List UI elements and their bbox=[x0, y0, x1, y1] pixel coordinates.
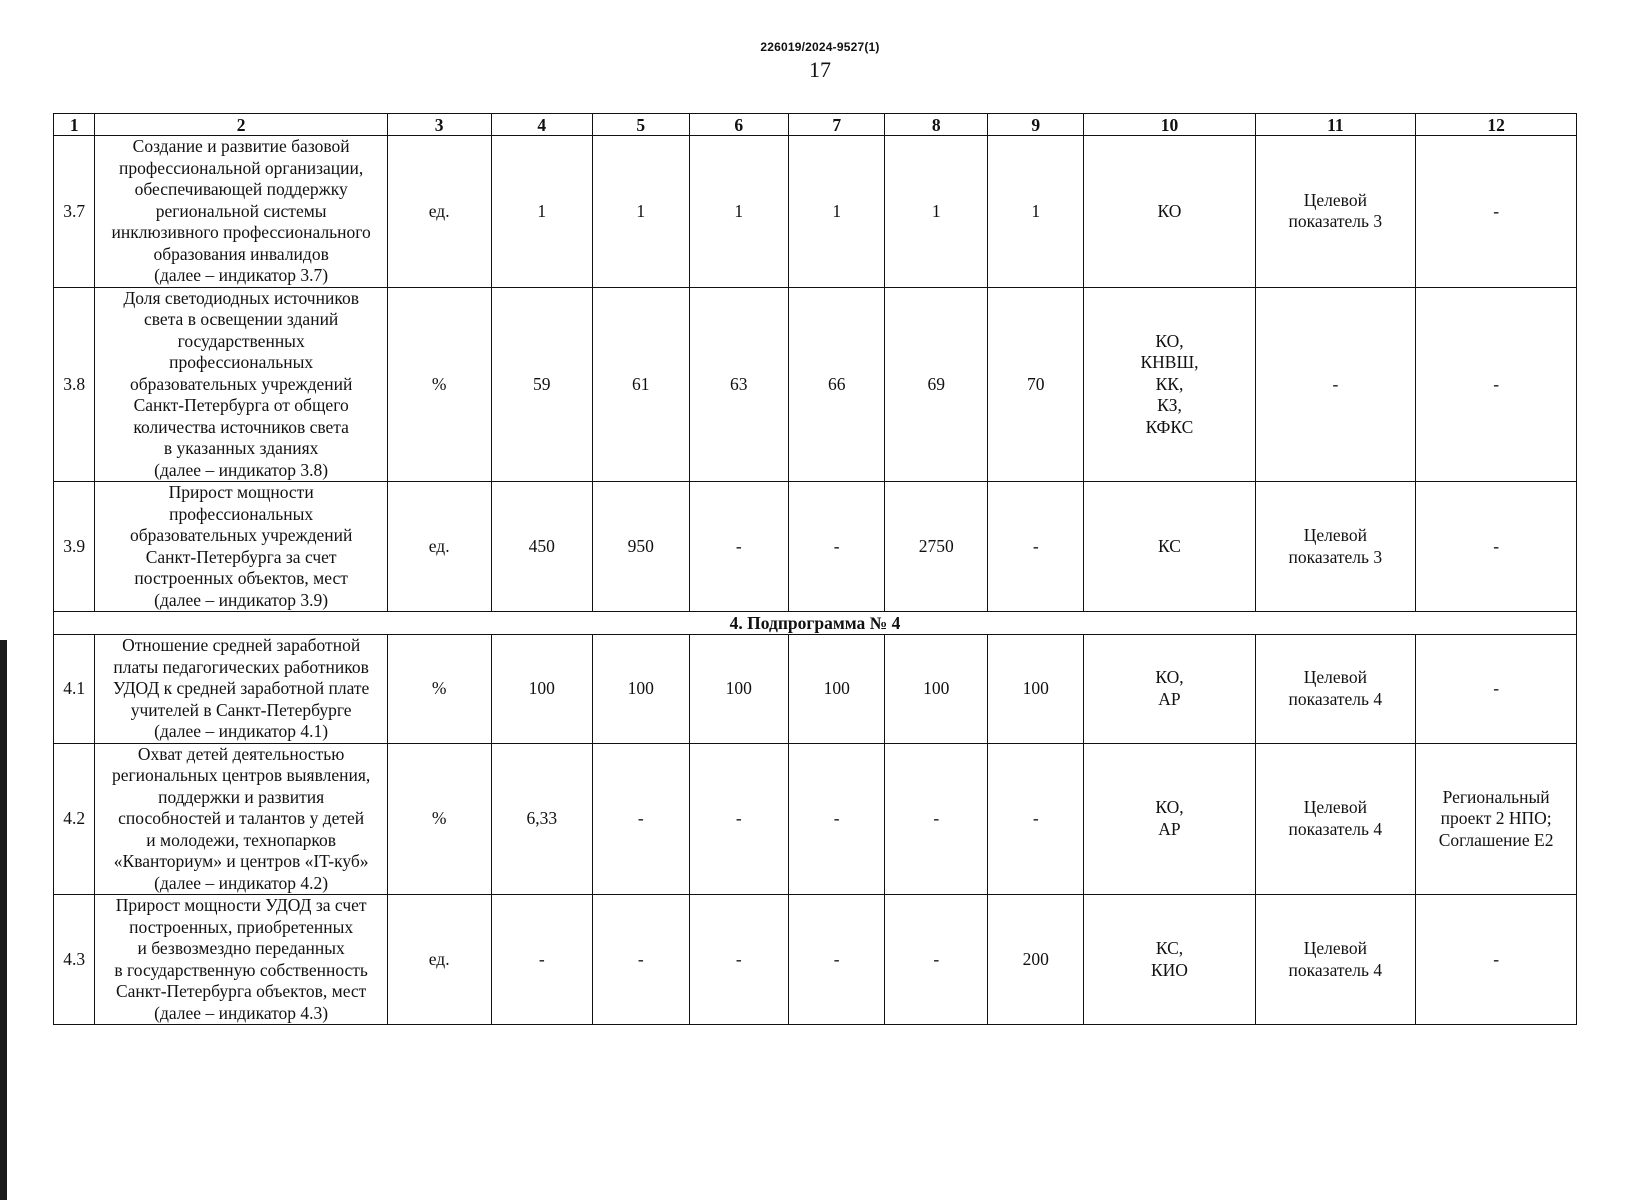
executors-cell-line: КО, bbox=[1155, 667, 1184, 688]
note-cell bbox=[1416, 895, 1577, 1025]
value-cell: - bbox=[789, 895, 885, 1025]
note-cell-line: - bbox=[1493, 200, 1500, 221]
value-cell: 100 bbox=[593, 635, 689, 744]
unit-cell: % bbox=[387, 287, 491, 482]
value-cell: - bbox=[689, 482, 789, 612]
value-cell: - bbox=[885, 895, 988, 1025]
indicator-name-line: Прирост мощности bbox=[168, 482, 314, 502]
value-cell: - bbox=[689, 895, 789, 1025]
value-cell: 63 bbox=[689, 287, 789, 482]
target-indicator-cell-line: Целевой bbox=[1303, 667, 1367, 688]
table-row bbox=[54, 743, 1577, 895]
note-cell-line: - bbox=[1493, 535, 1500, 556]
indicator-name-line: «Кванториум» и центров «IT-куб» bbox=[113, 851, 369, 871]
column-number: 7 bbox=[789, 114, 885, 136]
target-indicator-cell-line: показатель 4 bbox=[1288, 688, 1383, 709]
executors-cell bbox=[1084, 136, 1255, 288]
target-indicator-cell-line: Целевой bbox=[1303, 797, 1367, 818]
indicator-name-line: количества источников света bbox=[133, 416, 349, 437]
note-cell-line: - bbox=[1493, 678, 1500, 698]
target-indicator-cell bbox=[1255, 635, 1416, 744]
indicator-name-line: обеспечивающей поддержку bbox=[134, 179, 348, 199]
indicator-name-line: (далее – индикатор 3.8) bbox=[154, 459, 329, 480]
executors-cell bbox=[1084, 743, 1255, 895]
value-cell: 1 bbox=[988, 136, 1084, 288]
executors-cell bbox=[1084, 482, 1255, 612]
note-cell-line: проект 2 НПО; bbox=[1440, 808, 1552, 828]
value-cell: - bbox=[988, 743, 1084, 895]
indicator-name-line: в указанных зданиях bbox=[163, 438, 319, 458]
indicator-name-line: Санкт-Петербурга за счет bbox=[145, 546, 337, 567]
value-cell: 59 bbox=[491, 287, 593, 482]
indicator-name-line: Отношение средней заработной bbox=[122, 635, 361, 655]
executors-cell bbox=[1084, 635, 1255, 744]
target-indicator-cell-line: - bbox=[1332, 373, 1339, 394]
indicator-name-line: инклюзивного профессионального bbox=[111, 222, 371, 242]
target-indicator-cell bbox=[1255, 743, 1416, 895]
column-number: 10 bbox=[1084, 114, 1255, 136]
target-indicator-cell bbox=[1255, 895, 1416, 1025]
indicator-name-line: построенных объектов, мест bbox=[134, 568, 348, 588]
table-row bbox=[54, 895, 1577, 1025]
indicator-name-line: (далее – индикатор 3.7) bbox=[154, 265, 329, 285]
column-number: 6 bbox=[689, 114, 789, 136]
indicator-name-line: платы педагогических работников bbox=[113, 656, 369, 677]
value-cell: 6,33 bbox=[491, 743, 593, 895]
indicator-name-line: Санкт-Петербурга от общего bbox=[133, 395, 349, 415]
column-number-header bbox=[54, 114, 1577, 136]
indicator-name-line: образовательных учреждений bbox=[129, 525, 353, 545]
indicator-number: 3.7 bbox=[54, 136, 95, 288]
value-cell: 100 bbox=[789, 635, 885, 744]
indicator-name-line: в государственную собственность bbox=[114, 959, 368, 980]
note-cell-line: - bbox=[1493, 373, 1500, 394]
column-number: 5 bbox=[593, 114, 689, 136]
indicator-name bbox=[95, 136, 387, 288]
note-cell-line: - bbox=[1493, 948, 1500, 969]
note-cell bbox=[1416, 635, 1577, 744]
column-number: 9 bbox=[988, 114, 1084, 136]
target-indicator-cell-line: Целевой bbox=[1303, 525, 1367, 545]
value-cell: - bbox=[491, 895, 593, 1025]
column-number: 3 bbox=[387, 114, 491, 136]
target-indicator-cell-line: Целевой bbox=[1303, 189, 1367, 210]
indicator-name-line: региональных центров выявления, bbox=[111, 765, 371, 785]
value-cell: 70 bbox=[988, 287, 1084, 482]
indicator-name-line: Санкт-Петербурга объектов, мест bbox=[115, 981, 367, 1001]
value-cell: 1 bbox=[789, 136, 885, 288]
table-row bbox=[54, 136, 1577, 288]
column-number: 4 bbox=[491, 114, 593, 136]
column-number: 1 bbox=[54, 114, 95, 136]
indicator-name-line: образования инвалидов bbox=[153, 243, 329, 264]
value-cell: 69 bbox=[885, 287, 988, 482]
value-cell: 100 bbox=[689, 635, 789, 744]
indicator-name-line: образовательных учреждений bbox=[129, 373, 353, 394]
indicator-name-line: Охват детей деятельностью bbox=[137, 743, 345, 764]
indicator-name-line: профессиональных bbox=[169, 352, 314, 372]
executors-cell-line: АР bbox=[1158, 818, 1181, 839]
value-cell: 100 bbox=[885, 635, 988, 744]
value-cell: - bbox=[885, 743, 988, 895]
executors-cell-line: КЗ, bbox=[1157, 395, 1182, 415]
value-cell: 100 bbox=[491, 635, 593, 744]
executors-cell bbox=[1084, 287, 1255, 482]
indicator-name-line: Прирост мощности УДОД за счет bbox=[115, 895, 367, 915]
section-title: 4. Подпрограмма № 4 bbox=[54, 612, 1577, 635]
target-indicator-cell-line: показатель 3 bbox=[1288, 211, 1383, 232]
indicator-number: 3.8 bbox=[54, 287, 95, 482]
value-cell: 950 bbox=[593, 482, 689, 612]
target-indicator-cell-line: Целевой bbox=[1303, 938, 1367, 958]
value-cell: 2750 bbox=[885, 482, 988, 612]
note-cell bbox=[1416, 136, 1577, 288]
value-cell: 1 bbox=[593, 136, 689, 288]
executors-cell-line: КО bbox=[1157, 200, 1182, 221]
target-indicator-cell-line: показатель 4 bbox=[1288, 959, 1383, 980]
indicator-name-line: Создание и развитие базовой bbox=[132, 136, 350, 156]
value-cell: 1 bbox=[689, 136, 789, 288]
indicator-name-line: способностей и талантов у детей bbox=[118, 808, 365, 828]
value-cell: - bbox=[789, 743, 885, 895]
executors-cell-line: КИО bbox=[1151, 959, 1188, 980]
note-cell bbox=[1416, 287, 1577, 482]
indicator-name bbox=[95, 743, 387, 895]
indicator-name-line: (далее – индикатор 4.2) bbox=[154, 872, 329, 893]
section-row bbox=[54, 612, 1577, 635]
indicator-name-line: УДОД к средней заработной плате bbox=[113, 678, 370, 698]
indicator-name-line: учителей в Санкт-Петербурге bbox=[130, 699, 352, 720]
indicator-name-line: Доля светодиодных источников bbox=[123, 287, 359, 308]
target-indicator-cell bbox=[1255, 482, 1416, 612]
indicator-number: 4.2 bbox=[54, 743, 95, 895]
value-cell: 61 bbox=[593, 287, 689, 482]
column-number: 8 bbox=[885, 114, 988, 136]
value-cell: - bbox=[988, 482, 1084, 612]
executors-cell-line: КК, bbox=[1155, 373, 1184, 394]
column-number: 11 bbox=[1255, 114, 1416, 136]
indicator-number: 4.3 bbox=[54, 895, 95, 1025]
table-row bbox=[54, 635, 1577, 744]
value-cell: 200 bbox=[988, 895, 1084, 1025]
value-cell: - bbox=[593, 895, 689, 1025]
table-row bbox=[54, 482, 1577, 612]
executors-cell-line: КО, bbox=[1155, 330, 1184, 351]
column-number: 2 bbox=[95, 114, 387, 136]
indicator-name bbox=[95, 287, 387, 482]
value-cell: - bbox=[789, 482, 885, 612]
column-number: 12 bbox=[1416, 114, 1577, 136]
indicator-name bbox=[95, 482, 387, 612]
unit-cell: % bbox=[387, 743, 491, 895]
indicator-name-line: и молодежи, технопарков bbox=[146, 829, 337, 850]
value-cell: 1 bbox=[491, 136, 593, 288]
indicator-number: 3.9 bbox=[54, 482, 95, 612]
value-cell: - bbox=[593, 743, 689, 895]
value-cell: 450 bbox=[491, 482, 593, 612]
indicator-name-line: (далее – индикатор 4.3) bbox=[154, 1002, 329, 1023]
rows-subprogram-4 bbox=[54, 635, 1577, 1025]
value-cell: 66 bbox=[789, 287, 885, 482]
unit-cell: ед. bbox=[387, 482, 491, 612]
value-cell: 100 bbox=[988, 635, 1084, 744]
indicator-name-line: света в освещении зданий bbox=[144, 309, 339, 329]
rows-subprogram-3 bbox=[54, 136, 1577, 612]
executors-cell-line: КС, bbox=[1155, 938, 1184, 958]
executors-cell bbox=[1084, 895, 1255, 1025]
note-cell-line: Региональный bbox=[1442, 786, 1550, 807]
value-cell: - bbox=[689, 743, 789, 895]
indicator-name bbox=[95, 895, 387, 1025]
executors-cell-line: КФКС bbox=[1145, 416, 1194, 437]
document-id: 226019/2024-9527(1) bbox=[760, 40, 880, 54]
executors-cell-line: КНВШ, bbox=[1140, 352, 1199, 372]
indicator-number: 4.1 bbox=[54, 635, 95, 744]
note-cell bbox=[1416, 482, 1577, 612]
target-indicator-cell bbox=[1255, 136, 1416, 288]
indicator-name-line: региональной системы bbox=[155, 200, 327, 221]
executors-cell-line: КС bbox=[1158, 535, 1181, 556]
page-number: 17 bbox=[809, 57, 831, 82]
indicator-name-line: профессиональных bbox=[169, 503, 314, 524]
value-cell: 1 bbox=[885, 136, 988, 288]
indicator-name bbox=[95, 635, 387, 744]
unit-cell: % bbox=[387, 635, 491, 744]
indicators-table bbox=[53, 113, 1577, 1025]
indicator-name-line: профессиональной организации, bbox=[119, 157, 364, 178]
table-row bbox=[54, 287, 1577, 482]
note-cell-line: Соглашение Е2 bbox=[1438, 829, 1554, 850]
indicator-name-line: (далее – индикатор 4.1) bbox=[154, 721, 329, 741]
unit-cell: ед. bbox=[387, 136, 491, 288]
indicator-name-line: (далее – индикатор 3.9) bbox=[154, 589, 329, 610]
target-indicator-cell-line: показатель 4 bbox=[1288, 818, 1383, 839]
indicator-name-line: поддержки и развития bbox=[158, 786, 325, 807]
executors-cell-line: КО, bbox=[1155, 797, 1184, 818]
executors-cell-line: АР bbox=[1158, 688, 1181, 709]
unit-cell: ед. bbox=[387, 895, 491, 1025]
indicator-name-line: построенных, приобретенных bbox=[129, 916, 354, 937]
target-indicator-cell bbox=[1255, 287, 1416, 482]
indicator-name-line: государственных bbox=[177, 330, 305, 351]
note-cell bbox=[1416, 743, 1577, 895]
indicator-name-line: и безвозмездно переданных bbox=[137, 938, 345, 958]
scan-edge-shadow bbox=[0, 640, 7, 1200]
target-indicator-cell-line: показатель 3 bbox=[1288, 546, 1383, 567]
